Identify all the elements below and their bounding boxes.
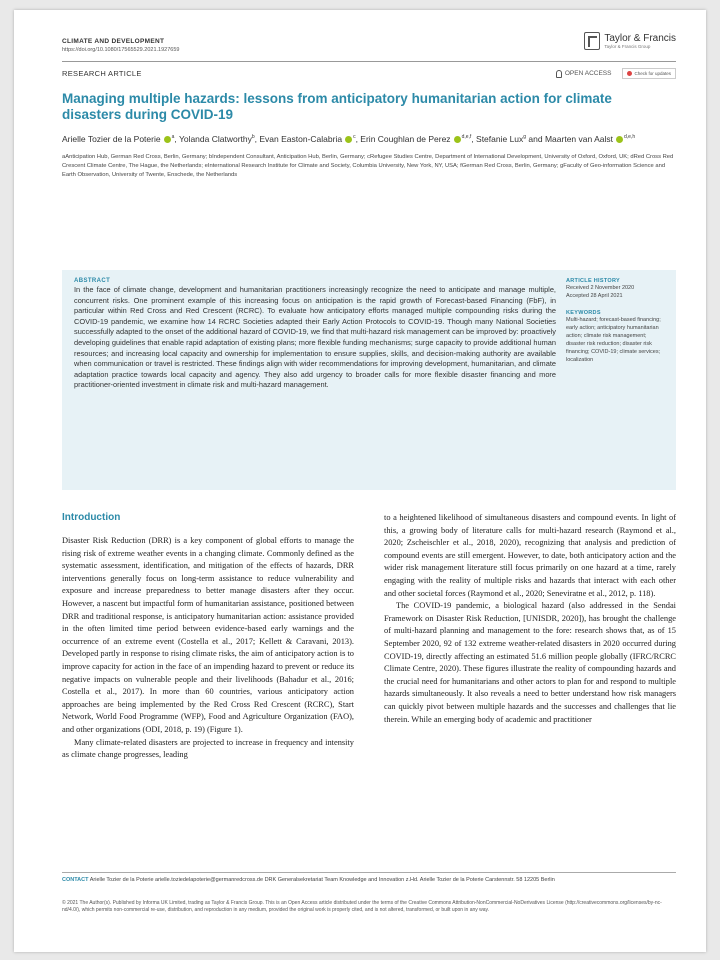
orcid-icon[interactable] [164,136,171,143]
keywords-text: Multi-hazard; forecast-based financing; early action; anticipatory humanitarian action; climate risk management; disaster risk reduction; disaster risk financing; COVID-19; climate services; localization [566,317,661,363]
author-name[interactable]: , Erin Coughlan de Perez [355,133,451,144]
contact-info [62,876,676,884]
affil-marker: g [523,134,527,140]
affiliations: aAnticipation Hub, German Red Cross, Berlin, Germany; bIndependent Consultant, Anticipation Hub, Berlin, Germany; cRefugee Studies Centre, Department of International Development, University of Oxford, Oxford, UK; dRed Cross Red Crescent Climate Centre, The Hague, the Netherlands; eInternational Research Institute for Climate and Society, Columbia University, New York, NY, USA; fGerman Red Cross, Berlin, Germany; gFaculty of Geo-information Science and Earth Observation, University of Twente, Enschede, the Netherlands [62,153,674,178]
author-name[interactable]: , Stefanie Lux [471,133,524,144]
journal-name: CLIMATE AND DEVELOPMENT [62,38,165,45]
license-text: © 2021 The Author(s). Published by Informa UK Limited, trading as Taylor & Francis Group. This is an Open Access article distributed under the terms of the Creative Commons Attribution-NonCommercial-NoDerivatives License (http://creativecommons.org/licenses/by-nc-nd/4.0/), which permits non-commercial re-use, distribution, and reproduction in any medium, provided the original work is properly cited, and is not altered, transformed, or built upon in any way. [62,900,662,913]
publisher-logo [584,32,676,50]
accepted-date: Accepted 28 April 2021 [566,293,623,299]
abstract-box [62,270,676,490]
affil-marker: b [251,134,255,140]
open-access-badge [556,68,676,79]
author-name[interactable]: and Maarten van Aalst [526,133,614,144]
author-name[interactable]: , Evan Easton-Calabria [254,133,343,144]
right-column [384,512,676,762]
body-columns [62,512,676,762]
paragraph: The COVID-19 pandemic, a biological hazard (also addressed in the Sendai Framework on Disaster Risk Reduction, [UNISDR, 2020]), has brought the challenge of multi-hazard planning and management to the fore: research shows that, as of 15 September 2020, 92 of 132 extreme weather-related disasters in 2020 occurred during COVID-19, directly affecting an estimated 51.6 million people globally (IFRC/RCRC Climate Centre, 2020). These figures illustrate the reality of compounding hazards and the crucial need for humanitarians and other actors to plan for and respond to multiple hazards simultaneously. It also reveals a need to better understand how risk managers can quickly pivot between multiple hazards and the successes and challenges that lie therein. While an emerging body of academic and practitioner [384,601,676,724]
abstract [74,278,556,391]
keywords-label: KEYWORDS [566,310,601,316]
affil-marker: a [171,134,175,140]
check-updates-label: Check for updates [634,71,671,76]
footer-rule [62,872,676,873]
header-rule [62,61,676,62]
section-heading: Introduction [62,512,121,523]
affil-marker: c [353,134,356,140]
contact-text: Arielle Tozier de la Poterie arielle.toziedelapoterie@germanredcross.de DRK Generalsekretariat Team Knowledge and Innovation z.Hd. Arielle Tozier de la Poterie Carstennstr. 58 12205 Berlin [89,877,555,883]
publisher-name: Taylor & Francis [604,33,676,44]
author-name[interactable]: , Yolanda Clatworthy [174,133,252,144]
article-title: Managing multiple hazards: lessons from anticipatory humanitarian action for climate disasters during COVID-19 [62,91,612,122]
paragraph: Many climate-related disasters are projected to increase in frequency and intensity as climate change progresses, leading [62,737,354,760]
author-list [62,131,676,145]
affil-marker: d,e,f [461,134,472,140]
orcid-icon[interactable] [616,136,623,143]
author-name[interactable]: Arielle Tozier de la Poterie [62,133,161,144]
received-date: Received 2 November 2020 [566,285,635,291]
orcid-icon[interactable] [454,136,461,143]
running-header [62,33,676,53]
page-content [62,33,676,913]
orcid-icon[interactable] [345,136,352,143]
contact-label: CONTACT [62,877,89,883]
open-lock-icon [556,70,562,78]
article-type: RESEARCH ARTICLE [62,69,142,78]
history-label: ARTICLE HISTORY [566,278,621,284]
article-type-row [62,68,676,79]
paragraph: Disaster Risk Reduction (DRR) is a key component of global efforts to manage the rising risk of extreme weather events in a changing climate. Commonly defined as the systematic assessment, identification, and mitigation of the effects of hazards, DRR interventions generally focus on long-term assistance to reduce vulnerability and exposure and increase preparedness to better manage disasters after they occur. However, a nascent but impactful form of humanitarian assistance, positioned between DRR and traditional response, is anticipatory humanitarian action: assistance provided in the often limited time period between evidence-based early warnings and the occurrence of an extreme event (Costella et al., 2017; Kellett & Caravani, 2013). Developed partly in response to rising climate risks, the aim of anticipatory action is to improve capacity for action in the face of an impending hazard to prevent or reduce its negative impacts on vulnerable people and their livelihoods (Bahadur et al., 2016; Costella et al., 2017). In more than 60 countries, various anticipatory action approaches are being implemented by the Red Cross Red Crescent (RCRC), Start Network, World Food Programme (WFP), Food and Agriculture Organization (FAO), and other organizations (ODI, 2018, p. 19) (Figure 1). [62,536,354,734]
taylor-francis-icon [584,32,600,50]
publisher-sub: Taylor & Francis Group [604,44,651,49]
left-column [62,512,354,762]
article-sidebar [566,278,666,364]
affil-marker: d,e,h [624,134,636,140]
open-access-label: OPEN ACCESS [564,70,612,77]
doi-link[interactable]: https://doi.org/10.1080/17565529.2021.1927659 [62,47,180,53]
abstract-label: ABSTRACT [74,278,111,284]
check-updates-button[interactable] [622,68,676,79]
abstract-text: In the face of climate change, development and humanitarian practitioners increasingly recognize the need to anticipate and manage multiple, concurrent risks. One prominent example of this increasing focus on anticipation is the rapid growth of Forecast-based Financing (FbF), in particular within Red Cross and Red Crescent (RCRC). To evaluate how anticipatory efforts managed multiple compounding risks during the COVID-19 pandemic, we examine how 14 RCRC Societies adapted their Early Action Protocols to COVID-19. Though many National Societies successfully adapted to the onset of the additional hazard of COVID-19, we find that multi-hazard risk management can be improved by: proactively developing guidelines that enable rapid adaptation of existing plans; more flexible funding mechanisms; surge capacity to provide additional human resources; and increasing local capacity and ownership for implementation to ensure supplies, skills, and decision-making authority are available when communication or travel is restricted. These findings align with wider recommendations for improving development, humanitarian, and climate adaptation practice towards local capacity and agency. They also add urgency to broader calls for more flexible disaster financing and more practitioner-oriented investment in climate risk and multi-hazard management. [74,285,556,390]
paper-page [14,10,706,952]
paragraph: to a heightened likelihood of simultaneous disasters and compound events. In light of this, a growing body of literature calls for multi-hazard research (Raymond et al., 2020; Zscheischler et al., 2018, 2020), recognizing that analysis and prediction of compound events are still emergent. However, to date, both anticipatory action and the wider risk management literature still focus primarily on one hazard at a time, rarely engaging with the reality of multiple risks and hazards that interact with each other and other societal forces (Raymond et al., 2020; Seneviratne et al., 2012, p. 118). [384,513,676,598]
check-updates-icon [627,71,632,76]
